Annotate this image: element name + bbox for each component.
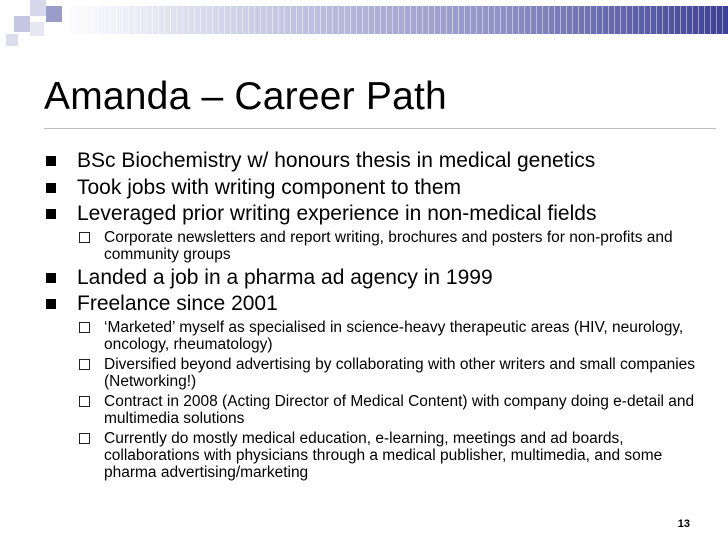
square-bullet-icon xyxy=(46,273,56,283)
sub-bullet-text: Currently do mostly medical education, e-learning, meetings and ad boards, collaborations with physicians through a medical publisher, multimedia, and some pharma advertising/marketing xyxy=(104,429,663,481)
bullet-item xyxy=(44,266,704,290)
bullet-text: Leveraged prior writing experience in non-medical fields xyxy=(77,202,597,225)
decorative-header-band xyxy=(62,6,728,34)
square-bullet-icon xyxy=(46,183,56,193)
sub-bullet-item xyxy=(79,319,704,353)
hollow-square-bullet-icon xyxy=(79,433,90,444)
decorative-corner-squares xyxy=(0,0,64,50)
hollow-square-bullet-icon xyxy=(79,396,90,407)
sub-bullet-item xyxy=(79,430,704,481)
title-divider xyxy=(44,128,716,129)
bullet-text: Took jobs with writing component to them xyxy=(77,175,462,199)
bullet-list xyxy=(44,146,704,484)
slide-title: Amanda – Career Path xyxy=(44,75,447,118)
bullet-item xyxy=(44,202,704,226)
hollow-square-bullet-icon xyxy=(79,359,90,370)
sub-bullet-text: Diversified beyond advertising by collaborating with other writers and small companies (Networking!) xyxy=(104,355,696,390)
bullet-item xyxy=(44,176,704,200)
sub-bullet-text: Corporate newsletters and report writing, brochures and posters for non-profits and community groups xyxy=(104,228,673,263)
hollow-square-bullet-icon xyxy=(79,322,90,333)
bullet-text: Freelance since 2001 xyxy=(77,292,278,315)
sub-bullet-text: Contract in 2008 (Acting Director of Medical Content) with company doing e-detail and multimedia solutions xyxy=(104,392,695,427)
bullet-item xyxy=(44,292,704,316)
square-bullet-icon xyxy=(46,209,56,219)
square-bullet-icon xyxy=(46,156,56,166)
sub-bullet-item xyxy=(79,229,704,263)
sub-bullet-item xyxy=(79,356,704,390)
sub-bullet-text: ‘Marketed’ myself as specialised in science-heavy therapeutic areas (HIV, neurology, oncology, rheumatology) xyxy=(104,318,684,353)
square-bullet-icon xyxy=(46,299,56,309)
page-number: 13 xyxy=(677,518,690,530)
bullet-text: Landed a job in a pharma ad agency in 1999 xyxy=(77,265,493,289)
sub-bullet-item xyxy=(79,393,704,427)
bullet-item xyxy=(44,149,704,173)
bullet-text: BSc Biochemistry w/ honours thesis in medical genetics xyxy=(77,149,596,172)
hollow-square-bullet-icon xyxy=(79,232,90,243)
